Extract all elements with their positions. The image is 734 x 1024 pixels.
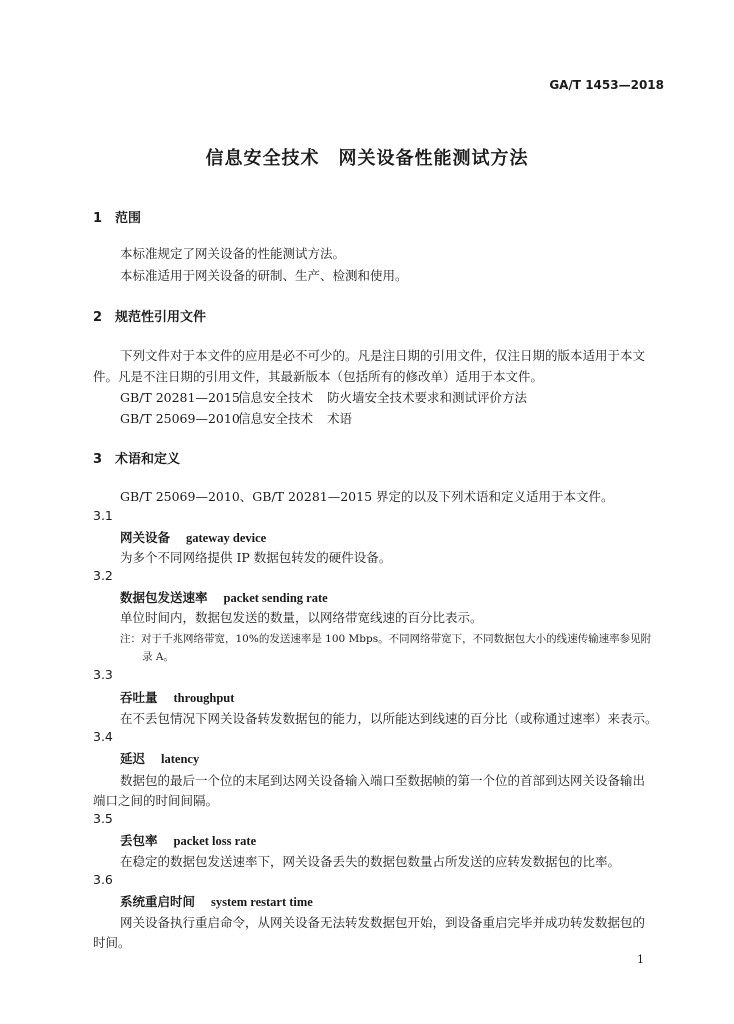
term-definition: 数据包的最后一个位的末尾到达网关设备输入端口至数据帧的第一个位的首部到达网关设备输出 <box>120 773 646 788</box>
term-heading <box>120 588 328 606</box>
standard-number: GA/T 1453—2018 <box>549 78 664 92</box>
paragraph: GB/T 25069—2010、GB/T 20281—2015 界定的以及下列术语和定义适用于本文件。 <box>120 489 614 504</box>
term-heading <box>120 831 256 849</box>
reference-title-prefix: 信息安全技术 <box>238 411 314 426</box>
term-number: 3.4 <box>93 729 113 744</box>
section-number: 2 <box>93 310 103 325</box>
term-en: packet sending rate <box>223 591 328 605</box>
term-heading <box>120 528 266 546</box>
term-en: latency <box>161 752 200 766</box>
reference-code: GB/T 25069—2010 <box>120 411 240 426</box>
term-zh: 网关设备 <box>120 530 171 545</box>
term-number: 3.1 <box>93 508 113 523</box>
page-number: 1 <box>637 953 644 966</box>
paragraph-continuation: 件。凡是不注日期的引用文件，其最新版本（包括所有的修改单）适用于本文件。 <box>93 369 544 384</box>
term-zh: 系统重启时间 <box>120 894 196 909</box>
reference-entry <box>120 388 527 406</box>
section-3-heading <box>93 448 180 467</box>
term-heading <box>120 749 199 767</box>
term-definition: 为多个不同网络提供 IP 数据包转发的硬件设备。 <box>120 550 392 565</box>
term-number: 3.6 <box>93 872 113 887</box>
paragraph: 本标准规定了网关设备的性能测试方法。 <box>120 246 346 261</box>
paragraph: 下列文件对于本文件的应用是必不可少的。凡是注日期的引用文件，仅注日期的版本适用于本文 <box>120 348 646 363</box>
term-zh: 延迟 <box>120 751 146 766</box>
section-1-heading <box>93 207 141 226</box>
section-title: 范围 <box>115 211 142 226</box>
term-en: throughput <box>173 691 235 705</box>
section-title: 术语和定义 <box>115 452 181 467</box>
term-definition-continuation: 端口之间的时间间隔。 <box>93 793 219 808</box>
term-number: 3.2 <box>93 568 113 583</box>
section-2-heading <box>93 306 206 325</box>
term-en: packet loss rate <box>173 834 257 848</box>
term-number: 3.5 <box>93 811 113 826</box>
term-zh: 丢包率 <box>120 833 158 848</box>
reference-title-prefix: 信息安全技术 <box>238 390 314 405</box>
reference-code: GB/T 20281—2015 <box>120 390 240 405</box>
term-definition-continuation: 时间。 <box>93 935 131 950</box>
term-definition: 在稳定的数据包发送速率下，网关设备丢失的数据包数量占所发送的应转发数据包的比率。 <box>120 854 621 869</box>
term-definition: 在不丢包情况下网关设备转发数据包的能力，以所能达到线速的百分比（或称通过速率）来表示。 <box>120 711 658 726</box>
term-heading <box>120 688 234 706</box>
section-number: 3 <box>93 452 103 467</box>
term-en: gateway device <box>186 531 267 545</box>
term-zh: 吞吐量 <box>120 690 158 705</box>
term-zh: 数据包发送速率 <box>120 590 208 605</box>
term-en: system restart time <box>211 895 313 909</box>
section-title: 规范性引用文件 <box>115 310 207 325</box>
section-number: 1 <box>93 211 103 226</box>
reference-title: 防火墙安全技术要求和测试评价方法 <box>327 390 528 405</box>
note: 注：对于千兆网络带宽，10%的发送速率是 100 Mbps。不同网络带宽下，不同数据包大小的线速传输速率参见附 <box>120 633 652 645</box>
document-title: 信息安全技术 网关设备性能测试方法 <box>205 148 529 169</box>
term-number: 3.3 <box>93 667 113 682</box>
term-definition: 网关设备执行重启命令，从网关设备无法转发数据包开始，到设备重启完毕并成功转发数据包的 <box>120 915 646 930</box>
reference-title: 术语 <box>327 411 353 426</box>
term-definition: 单位时间内，数据包发送的数量，以网络带宽线速的百分比表示。 <box>120 610 483 625</box>
note-continuation: 录 A。 <box>142 651 174 663</box>
term-heading <box>120 892 313 910</box>
reference-entry <box>120 409 352 427</box>
paragraph: 本标准适用于网关设备的研制、生产、检测和使用。 <box>120 268 408 283</box>
